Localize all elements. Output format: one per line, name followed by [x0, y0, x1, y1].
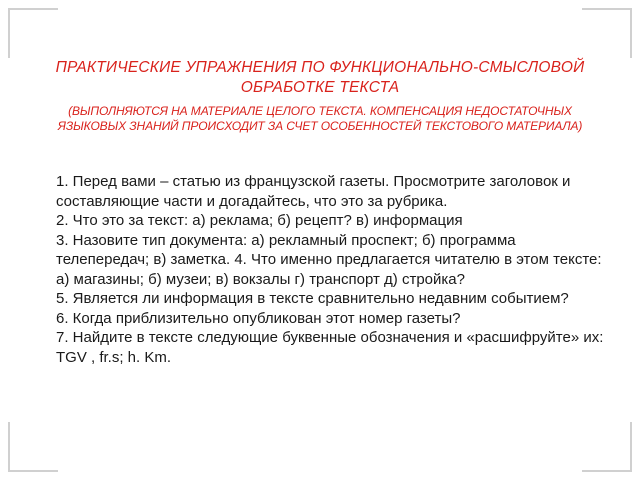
frame-corner-top-left: [8, 8, 58, 58]
frame-corner-bottom-left: [8, 422, 58, 472]
frame-corner-top-right: [582, 8, 632, 58]
exercise-item-3-4: 3. Назовите тип документа: а) рекламный проспект; б) программа телепередач; в) заметка. 4. Что именно предлагается читателю в этом тексте: а) магазины; б) музеи; в) вокзалы г) транспорт д) стройка?: [56, 231, 602, 288]
slide-title: [16, 58, 624, 98]
slide-subtitle: [16, 104, 624, 134]
exercise-item-1: 1. Перед вами – статью из французской газеты. Просмотрите заголовок и составляющие части и догадайтесь, что это за рубрика.: [56, 173, 571, 210]
exercise-item-7: 7. Найдите в тексте следующие буквенные обозначения и «расшифруйте» их: TGV , fr.s; h. Km.: [56, 329, 604, 366]
slide-title-line-2: ОБРАБОТКЕ ТЕКСТА: [240, 79, 400, 96]
slide-subtitle-line-1: (ВЫПОЛНЯЮТСЯ НА МАТЕРИАЛЕ ЦЕЛОГО ТЕКСТА. КОМПЕНСАЦИЯ НЕДОСТАТОЧНЫХ: [68, 104, 572, 118]
slide-title-block: [16, 58, 624, 134]
exercise-list: [56, 172, 608, 367]
exercise-item-2: 2. Что это за текст: а) реклама; б) рецепт? в) информация: [56, 212, 463, 229]
frame-corner-bottom-right: [582, 422, 632, 472]
slide-subtitle-line-2: ЯЗЫКОВЫХ ЗНАНИЙ ПРОИСХОДИТ ЗА СЧЕТ ОСОБЕННОСТЕЙ ТЕКСТОВОГО МАТЕРИАЛА): [57, 119, 583, 133]
exercise-item-5: 5. Является ли информация в тексте сравнительно недавним событием?: [56, 290, 569, 307]
exercise-item-6: 6. Когда приблизительно опубликован этот номер газеты?: [56, 309, 461, 327]
slide-title-line-1: ПРАКТИЧЕСКИЕ УПРАЖНЕНИЯ ПО ФУНКЦИОНАЛЬНО-СМЫСЛОВОЙ: [55, 59, 585, 76]
